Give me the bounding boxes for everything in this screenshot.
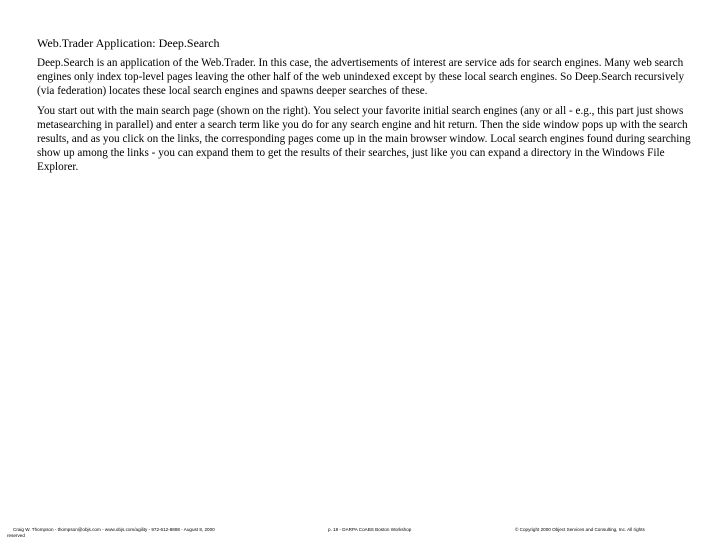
paragraph-intro: Deep.Search is an application of the Web.Trader. In this case, the advertisements of interest are service ads for search engines. Many web search engines only index top-level pages leaving the other half of the web unindexed except by these local search engines. So Deep.Search recursively (via federation) locates these local search engines and spawns deeper searches of these. [37,57,685,98]
footer-page-number: p. 18 - DARPA CoABS Boston Workshop [328,527,412,532]
paragraph-usage: You start out with the main search page (shown on the right). You select your favorite initial search engines (any or all - e.g., this part just shows metasearching in parallel) and enter a search term like you do for any search engine and hit return. Then the side window pops up with the search results, and as you click on the links, the corresponding pages come up in the main browser window. Local search engines found during searching show up among the links - you can expand them to get the results of their searches, just like you can expand a directory in the Windows File Explorer. [37,104,691,174]
footer-author-text: Craig W. Thompson - thompson@objs.com - www.objs.com/agility - 972-612-8888 - August 8, 2000 [13,527,215,532]
footer-copyright: © Copyright 2000 Object Services and Consulting, Inc. All rights [515,527,645,532]
page-footer [0,527,720,540]
footer-author [7,527,303,539]
footer-author-wrap: reserved [7,533,25,538]
document-body [37,36,692,180]
page-title: Web.Trader Application: Deep.Search [37,36,220,50]
